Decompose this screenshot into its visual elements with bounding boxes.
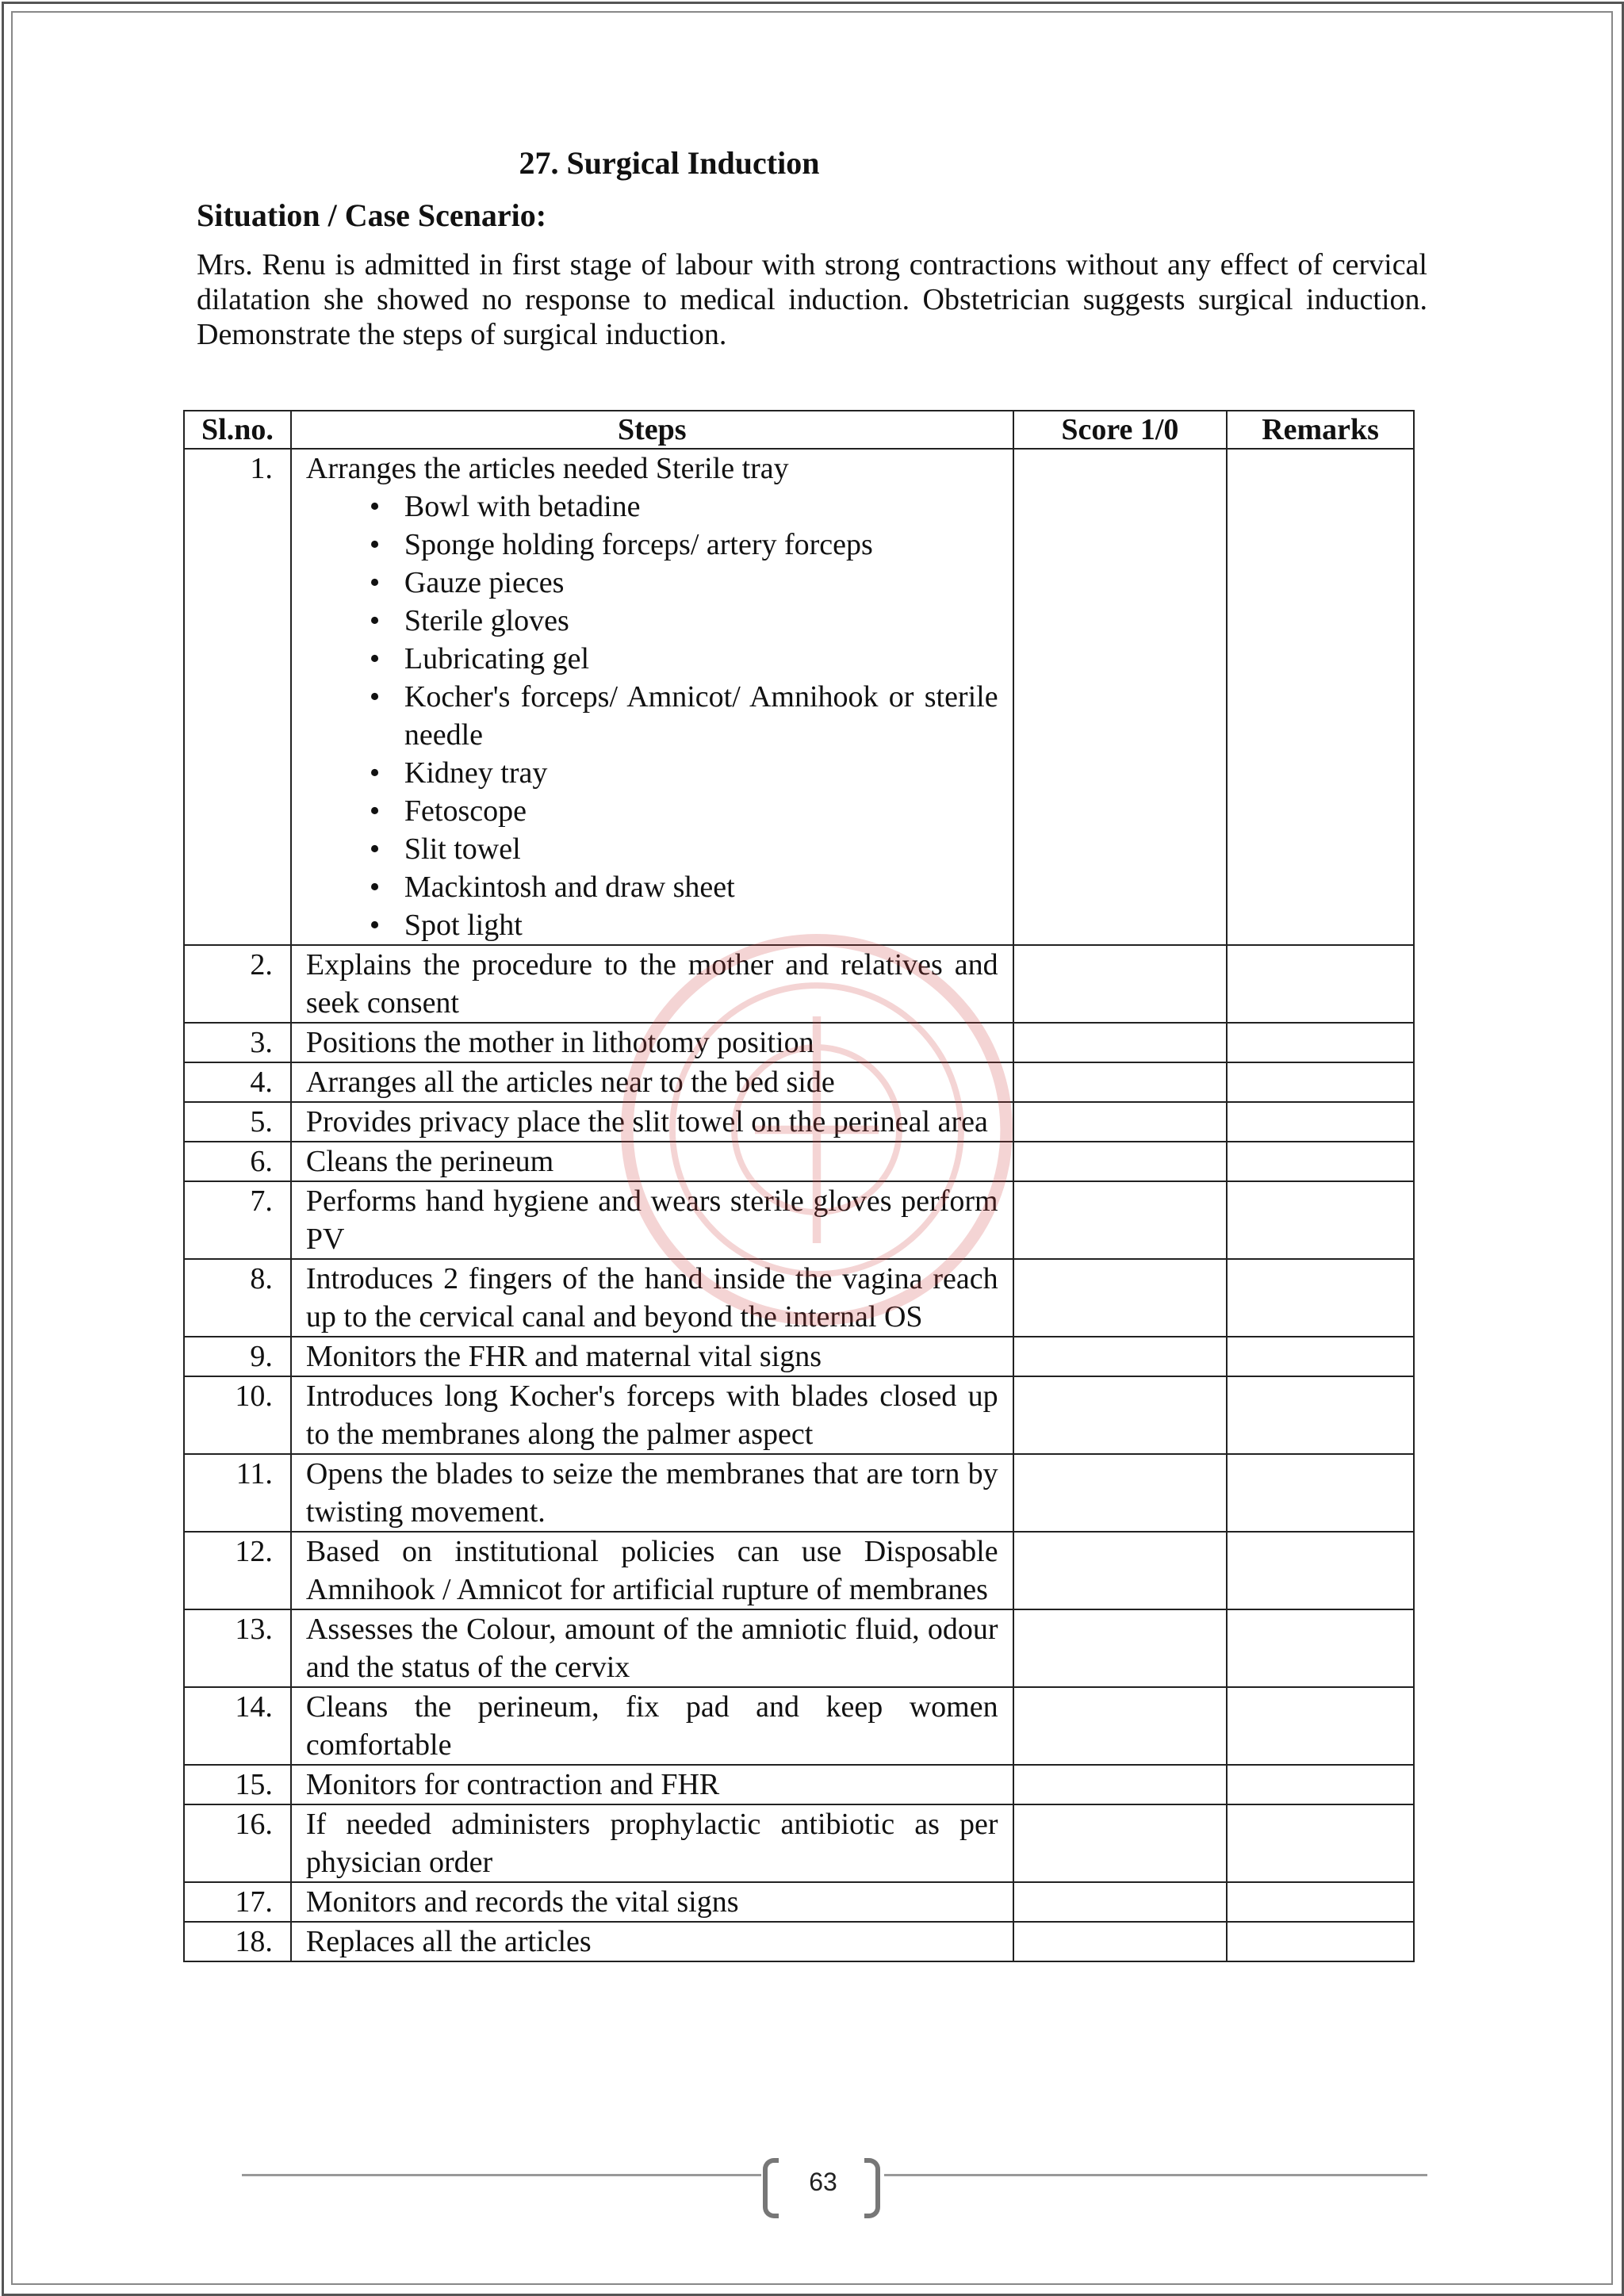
score-cell[interactable] (1013, 1609, 1228, 1687)
remarks-cell[interactable] (1227, 449, 1414, 945)
page-title: 27. Surgical Induction (519, 145, 820, 181)
table-row (184, 1454, 1414, 1532)
checklist-table (183, 410, 1415, 1962)
score-cell[interactable] (1013, 1062, 1228, 1102)
table-row (184, 1922, 1414, 1961)
remarks-cell[interactable] (1227, 945, 1414, 1023)
score-cell[interactable] (1013, 1259, 1228, 1337)
article-item: • Kocher's forceps/ Amnicot/ Amnihook or sterile needle (370, 678, 998, 754)
remarks-cell[interactable] (1227, 1102, 1414, 1142)
header-score: Score 1/0 (1013, 411, 1228, 449)
table-row (184, 1609, 1414, 1687)
score-cell[interactable] (1013, 945, 1228, 1023)
row-number: 2. (184, 945, 291, 1023)
row-number: 18. (184, 1922, 291, 1961)
score-cell[interactable] (1013, 1337, 1228, 1376)
remarks-cell[interactable] (1227, 1337, 1414, 1376)
remarks-cell[interactable] (1227, 1259, 1414, 1337)
article-item: • Slit towel (370, 830, 998, 868)
scenario-heading: Situation / Case Scenario: (197, 197, 547, 233)
step-text: Opens the blades to seize the membranes that are torn by twisting movement. (291, 1454, 1013, 1532)
score-cell[interactable] (1013, 1882, 1228, 1922)
step-text: Explains the procedure to the mother and relatives and seek consent (291, 945, 1013, 1023)
row-number: 12. (184, 1532, 291, 1609)
articles-list (306, 488, 998, 944)
header-steps: Steps (291, 411, 1013, 449)
scenario-text: Mrs. Renu is admitted in first stage of labour with strong contractions without any effect of cervical dilatation she showed no response to medical induction. Obstetrician suggests surgical induction. Demonstrate the steps of surgical induction. (197, 248, 1427, 351)
page-number-bracket-left (763, 2158, 779, 2218)
step-text: Replaces all the articles (291, 1922, 1013, 1961)
remarks-cell[interactable] (1227, 1376, 1414, 1454)
table-row (184, 1142, 1414, 1181)
step-text: Cleans the perineum, fix pad and keep women comfortable (291, 1687, 1013, 1765)
step-text: Monitors the FHR and maternal vital signs (291, 1337, 1013, 1376)
remarks-cell[interactable] (1227, 1922, 1414, 1961)
step-text: Performs hand hygiene and wears sterile gloves perform PV (291, 1181, 1013, 1259)
table-row (184, 1765, 1414, 1804)
table-row (184, 945, 1414, 1023)
step-text: Positions the mother in lithotomy position (291, 1023, 1013, 1062)
score-cell[interactable] (1013, 1102, 1228, 1142)
score-cell[interactable] (1013, 1454, 1228, 1532)
table-row (184, 1062, 1414, 1102)
article-item: • Sterile gloves (370, 602, 998, 640)
step-text: Provides privacy place the slit towel on the perineal area (291, 1102, 1013, 1142)
remarks-cell[interactable] (1227, 1687, 1414, 1765)
remarks-cell[interactable] (1227, 1454, 1414, 1532)
header-slno: Sl.no. (184, 411, 291, 449)
remarks-cell[interactable] (1227, 1882, 1414, 1922)
footer-rule-right (884, 2174, 1427, 2176)
step-text: Arranges all the articles near to the bed side (291, 1062, 1013, 1102)
table-row (184, 1337, 1414, 1376)
row-number: 8. (184, 1259, 291, 1337)
table-row (184, 1532, 1414, 1609)
score-cell[interactable] (1013, 1687, 1228, 1765)
row-number: 1. (184, 449, 291, 945)
score-cell[interactable] (1013, 1376, 1228, 1454)
score-cell[interactable] (1013, 1922, 1228, 1961)
remarks-cell[interactable] (1227, 1142, 1414, 1181)
header-remarks: Remarks (1227, 411, 1414, 449)
row-number: 10. (184, 1376, 291, 1454)
article-item: • Gauze pieces (370, 564, 998, 602)
article-item: • Fetoscope (370, 792, 998, 830)
table-row (184, 449, 1414, 945)
step-text: If needed administers prophylactic antibiotic as per physician order (291, 1804, 1013, 1882)
article-item: • Bowl with betadine (370, 488, 998, 526)
score-cell[interactable] (1013, 1804, 1228, 1882)
score-cell[interactable] (1013, 1023, 1228, 1062)
table-row (184, 1102, 1414, 1142)
score-cell[interactable] (1013, 1765, 1228, 1804)
table-row (184, 1181, 1414, 1259)
page-number-bracket-right (864, 2158, 880, 2218)
remarks-cell[interactable] (1227, 1181, 1414, 1259)
row-number: 7. (184, 1181, 291, 1259)
table-row (184, 1882, 1414, 1922)
step-text: Introduces 2 fingers of the hand inside the vagina reach up to the cervical canal and beyond the internal OS (291, 1259, 1013, 1337)
remarks-cell[interactable] (1227, 1023, 1414, 1062)
remarks-cell[interactable] (1227, 1062, 1414, 1102)
step-text: Assesses the Colour, amount of the amniotic fluid, odour and the status of the cervix (291, 1609, 1013, 1687)
row-number: 15. (184, 1765, 291, 1804)
score-cell[interactable] (1013, 449, 1228, 945)
row-number: 5. (184, 1102, 291, 1142)
article-item: • Spot light (370, 906, 998, 944)
step-text: Monitors and records the vital signs (291, 1882, 1013, 1922)
step-text: Cleans the perineum (291, 1142, 1013, 1181)
remarks-cell[interactable] (1227, 1765, 1414, 1804)
table-header-row (184, 411, 1414, 449)
row-number: 16. (184, 1804, 291, 1882)
row-number: 14. (184, 1687, 291, 1765)
table-row (184, 1259, 1414, 1337)
score-cell[interactable] (1013, 1181, 1228, 1259)
footer-rule-left (242, 2174, 761, 2176)
step-text (291, 449, 1013, 945)
row-number: 6. (184, 1142, 291, 1181)
table-row (184, 1376, 1414, 1454)
score-cell[interactable] (1013, 1142, 1228, 1181)
remarks-cell[interactable] (1227, 1804, 1414, 1882)
article-item: • Mackintosh and draw sheet (370, 868, 998, 906)
step-text: Introduces long Kocher's forceps with blades closed up to the membranes along the palmer aspect (291, 1376, 1013, 1454)
row-number: 13. (184, 1609, 291, 1687)
table-row (184, 1804, 1414, 1882)
page-number: 63 (809, 2168, 837, 2196)
remarks-cell[interactable] (1227, 1609, 1414, 1687)
table-row (184, 1023, 1414, 1062)
row-number: 3. (184, 1023, 291, 1062)
row-number: 4. (184, 1062, 291, 1102)
table-row (184, 1687, 1414, 1765)
row-number: 9. (184, 1337, 291, 1376)
step-text: Based on institutional policies can use Disposable Amnihook / Amnicot for artificial rupture of membranes (291, 1532, 1013, 1609)
remarks-cell[interactable] (1227, 1532, 1414, 1609)
article-item: • Kidney tray (370, 754, 998, 792)
article-item: • Sponge holding forceps/ artery forceps (370, 526, 998, 564)
row-number: 17. (184, 1882, 291, 1922)
score-cell[interactable] (1013, 1532, 1228, 1609)
article-item: • Lubricating gel (370, 640, 998, 678)
step-intro: Arranges the articles needed Sterile tray (305, 452, 789, 485)
step-text: Monitors for contraction and FHR (291, 1765, 1013, 1804)
row-number: 11. (184, 1454, 291, 1532)
